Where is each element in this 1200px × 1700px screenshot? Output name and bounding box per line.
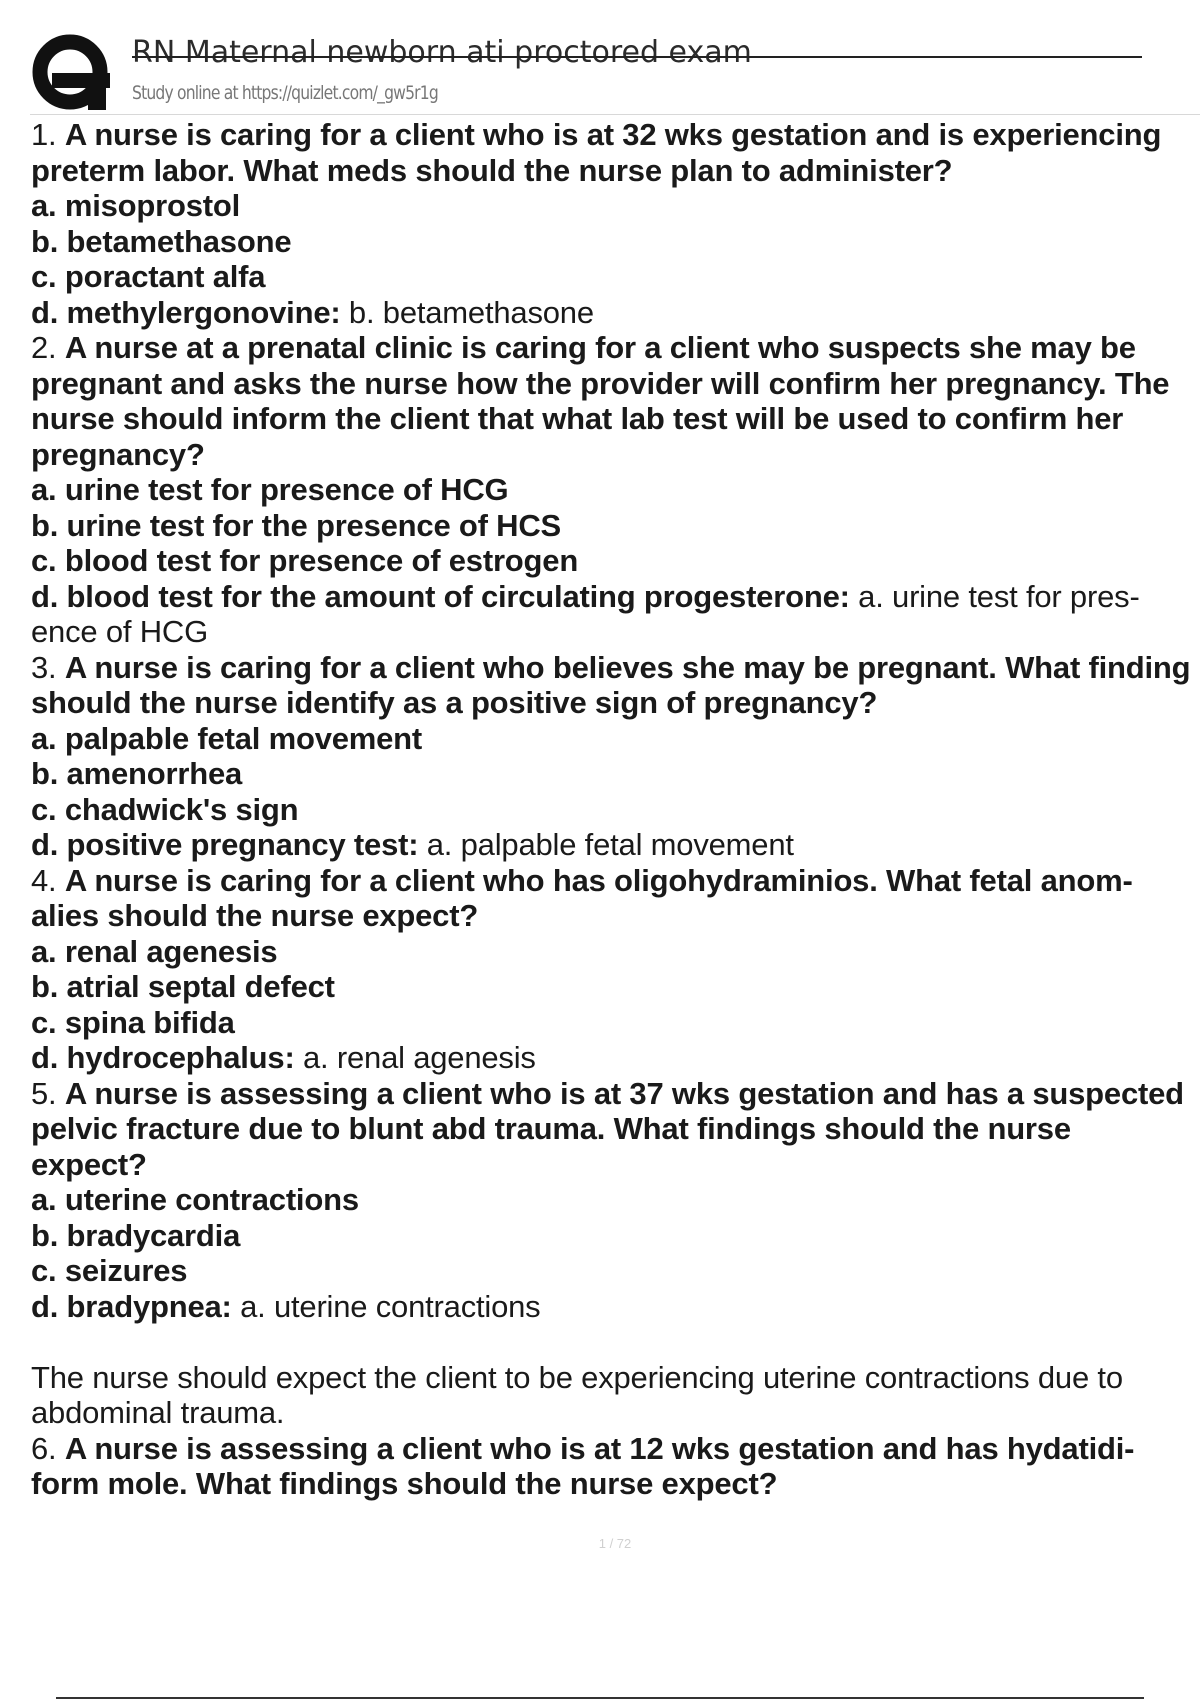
bold-text: alies should the nurse expect?	[31, 898, 479, 933]
bold-text: a. urine test for presence of HCG	[31, 472, 509, 507]
bold-text: A nurse is caring for a client who is at 32 wks gestation and is experiencing	[64, 117, 1162, 152]
bold-text: b. atrial septal defect	[31, 969, 335, 1004]
bold-text: form mole. What findings should the nurse expect?	[31, 1466, 778, 1501]
title-strike-rule	[132, 56, 1142, 58]
quizlet-q-logo-icon	[32, 34, 112, 114]
text-line	[31, 259, 1200, 295]
text-line	[31, 1111, 1200, 1147]
bold-text: b. urine test for the presence of HCS	[31, 507, 562, 543]
regular-text: a. renal agenesis	[303, 1040, 536, 1075]
document-source: Study online at https://quizlet.com/_gw5r1g	[132, 82, 438, 104]
text-line	[31, 614, 1200, 650]
bold-text: b. amenorrhea	[31, 756, 243, 791]
bold-text: c. poractant alfa	[31, 259, 266, 294]
text-line	[31, 1218, 1200, 1254]
bold-text: should the nurse identify as a positive sign of pregnancy?	[31, 685, 878, 720]
text-line	[31, 579, 1200, 615]
bold-text: expect?	[31, 1146, 147, 1182]
bold-text: a. uterine contractions	[31, 1182, 359, 1217]
bold-text: pelvic fracture due to blunt abd trauma. What findings should the nurse	[31, 1111, 1071, 1146]
bold-text: A nurse is assessing a client who is at 12 wks gestation and has hydatidi-	[64, 1430, 1135, 1466]
regular-text: b. betamethasone	[348, 294, 594, 330]
regular-text: 5.	[31, 1075, 65, 1111]
bold-text: a. renal agenesis	[31, 933, 278, 969]
text-line	[31, 1395, 1200, 1431]
text-line	[31, 543, 1200, 579]
bold-text: preterm labor. What meds should the nurse plan to administer?	[31, 152, 953, 188]
text-line	[31, 1147, 1200, 1183]
text-line	[31, 969, 1200, 1005]
bold-text: A nurse is assessing a client who is at 37 wks gestation and has a suspected	[64, 1075, 1184, 1111]
regular-text: 4.	[31, 862, 65, 898]
text-line	[31, 1431, 1200, 1467]
bold-text: d. positive pregnancy test:	[31, 827, 427, 862]
text-line	[31, 401, 1200, 437]
header-divider	[30, 114, 1200, 115]
bold-text: nurse should inform the client that what lab test will be used to confirm her	[31, 401, 1124, 436]
regular-text: ence of HCG	[31, 614, 208, 649]
footer-divider	[56, 1697, 1144, 1699]
bold-text: b. bradycardia	[31, 1217, 241, 1253]
bold-text: d. hydrocephalus:	[31, 1040, 303, 1075]
text-line	[31, 117, 1200, 153]
regular-text: 1.	[31, 117, 65, 152]
text-line	[31, 827, 1200, 863]
text-line	[31, 650, 1200, 686]
text-line	[31, 472, 1200, 508]
regular-text: abdominal trauma.	[31, 1395, 285, 1430]
text-line	[31, 188, 1200, 224]
regular-text: 3.	[31, 649, 65, 685]
document-header	[0, 0, 1200, 120]
text-line	[31, 863, 1200, 899]
text-line	[31, 685, 1200, 721]
text-line	[31, 366, 1200, 402]
bold-text: c. spina bifida	[31, 1004, 235, 1040]
bold-text: d. bradypnea:	[31, 1288, 241, 1324]
regular-text: a. urine test for pres-	[858, 578, 1140, 614]
bold-text: pregnant and asks the nurse how the provider will confirm her pregnancy. The	[31, 365, 1170, 401]
text-line	[31, 1182, 1200, 1218]
bold-text: c. blood test for presence of estrogen	[31, 543, 579, 578]
text-line	[31, 898, 1200, 934]
bold-text: pregnancy?	[31, 436, 205, 472]
bold-text: a. palpable fetal movement	[31, 720, 423, 756]
document-title: RN Maternal newborn ati proctored exam	[132, 35, 752, 70]
regular-text: 2.	[31, 330, 65, 365]
bold-text: c. chadwick's sign	[31, 791, 299, 827]
text-line	[31, 1040, 1200, 1076]
text-line	[31, 437, 1200, 473]
bold-text: d. methylergonovine:	[31, 294, 349, 330]
bold-text: A nurse is caring for a client who has oligohydraminios. What fetal anom-	[64, 862, 1133, 898]
text-line	[31, 224, 1200, 260]
text-line	[31, 153, 1200, 189]
text-line	[31, 1360, 1200, 1396]
regular-text: a. palpable fetal movement	[426, 827, 794, 862]
bold-text: c. seizures	[31, 1253, 188, 1288]
text-line	[31, 1076, 1200, 1112]
regular-text: The nurse should expect the client to be experiencing uterine contractions due to	[31, 1359, 1123, 1395]
bold-text: A nurse at a prenatal clinic is caring for a client who suspects she may be	[64, 330, 1136, 365]
bold-text: d. blood test for the amount of circulating progesterone:	[31, 578, 859, 614]
text-line	[31, 1005, 1200, 1041]
bold-text: b. betamethasone	[31, 223, 292, 259]
bold-text: a. misoprostol	[31, 188, 241, 223]
page-number: 1 / 72	[598, 1536, 632, 1551]
text-line	[31, 721, 1200, 757]
document-body	[31, 117, 1200, 1502]
text-line	[31, 508, 1200, 544]
regular-text: a. uterine contractions	[240, 1288, 541, 1324]
text-line	[31, 1289, 1200, 1325]
text-line	[31, 295, 1200, 331]
text-line	[31, 792, 1200, 828]
text-line	[31, 1466, 1200, 1502]
text-line	[31, 756, 1200, 792]
regular-text: 6.	[31, 1430, 65, 1466]
text-line	[31, 1253, 1200, 1289]
text-line	[31, 330, 1200, 366]
bold-text: A nurse is caring for a client who believes she may be pregnant. What finding	[64, 649, 1191, 685]
text-line	[31, 934, 1200, 970]
blank-line	[31, 1324, 1200, 1360]
